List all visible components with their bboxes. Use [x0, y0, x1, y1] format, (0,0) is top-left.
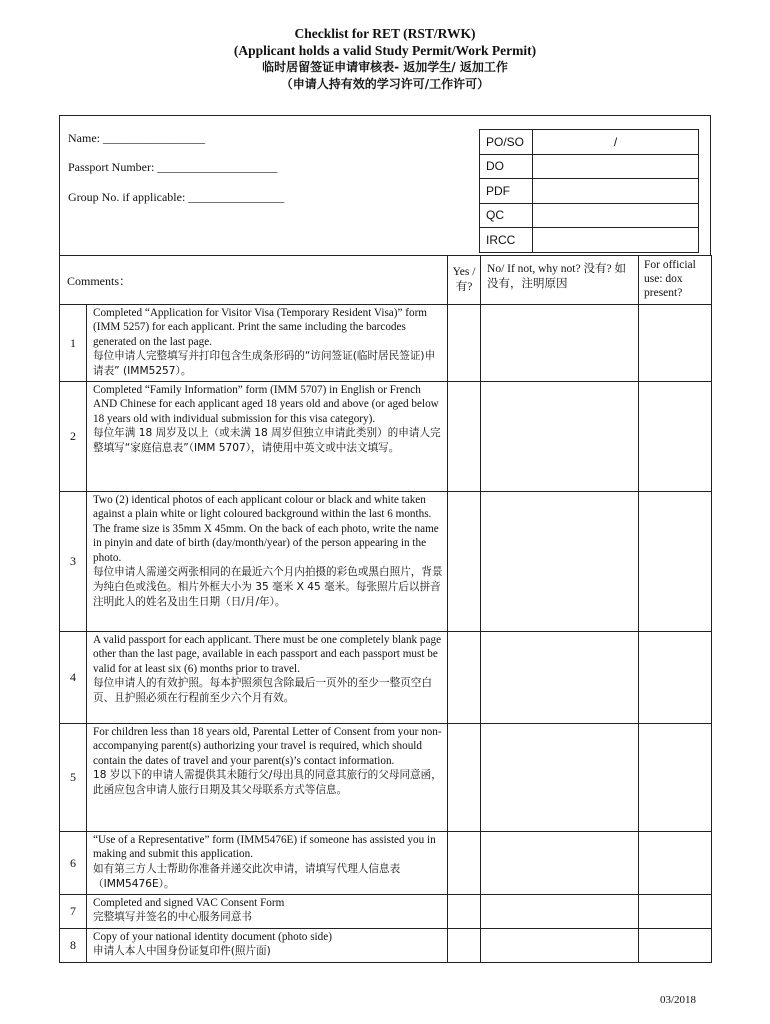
item-text-en: A valid passport for each applicant. There must be one completely blank page other than the last page, available in each passport and each passport must be valid for at least six (6) months prior to travel.: [93, 634, 442, 675]
review-row-ircc: [480, 228, 699, 253]
checklist-table: [59, 255, 712, 963]
item-description: [87, 305, 448, 382]
review-value[interactable]: [533, 154, 699, 179]
checklist-item-8: [60, 929, 712, 963]
review-value[interactable]: [533, 179, 699, 204]
item-description: [87, 832, 448, 895]
no-reason-cell[interactable]: [481, 724, 639, 832]
item-text-en: “Use of a Representative” form (IMM5476E) if someone has assisted you in making and submit this application.: [93, 834, 436, 861]
review-label: QC: [480, 203, 533, 228]
title-line-1: Checklist for RET (RST/RWK): [294, 26, 476, 41]
checklist-item-5: [60, 724, 712, 832]
item-number: 1: [60, 305, 87, 382]
item-description: [87, 895, 448, 929]
title-chinese-2: （申请人持有效的学习许可/工作许可）: [280, 76, 490, 91]
item-text-zh: 完整填写并签名的中心服务同意书: [93, 911, 252, 924]
item-text-zh: 如有第三方人士帮助你准备并递交此次申请，请填写代理人信息表（IMM5476E）。: [93, 862, 401, 890]
item-text-en: Completed and signed VAC Consent Form: [93, 897, 285, 909]
item-number: 3: [60, 492, 87, 632]
name-field[interactable]: Name: _________________: [68, 131, 205, 145]
item-number: 7: [60, 895, 87, 929]
official-use-cell[interactable]: [639, 382, 712, 492]
yes-column-header: Yes /有?: [448, 256, 481, 305]
item-number: 6: [60, 832, 87, 895]
title-chinese-1: 临时居留签证申请审核表- 返加学生/ 返加工作: [262, 60, 508, 74]
checklist-item-6: [60, 832, 712, 895]
yes-cell[interactable]: [448, 895, 481, 929]
item-text-zh: 每位申请人的有效护照。每本护照须包含除最后一页外的至少一整页空白页、且护照必须在行程前至少六个月有效。: [93, 677, 432, 705]
review-row-qc: [480, 203, 699, 228]
yes-cell[interactable]: [448, 632, 481, 724]
title-line-2: (Applicant holds a valid Study Permit/Work Permit): [233, 42, 537, 58]
item-text-zh: 每位申请人需递交两张相同的在最近六个月内拍摄的彩色或黑白照片，背景为纯白色或浅色。相片外框大小为 35 毫米 X 45 毫米。每张照片后以拼音注明此人的姓名及出生日期（日/月/年）。: [93, 566, 443, 608]
no-reason-cell[interactable]: [481, 492, 639, 632]
item-description: [87, 382, 448, 492]
yes-cell[interactable]: [448, 305, 481, 382]
item-description: [87, 929, 448, 963]
item-description: [87, 632, 448, 724]
no-reason-cell[interactable]: [481, 632, 639, 724]
item-text-zh: 18 岁以下的申请人需提供其未随行父/母出具的同意其旅行的父母同意函，此函应包含申请人旅行日期及其父母联系方式等信息。: [93, 769, 442, 797]
item-text-zh: 申请人本人中国身份证复印件(照片面): [93, 945, 271, 958]
document-header: [0, 26, 770, 92]
item-number: 2: [60, 382, 87, 492]
official-use-header: For official use: dox present?: [639, 256, 712, 305]
item-text-en: For children less than 18 years old, Parental Letter of Consent from your non-accompanying parent(s) authorizing your travel is required, which should contain the dates of travel and your parent(s)’s contact information.: [93, 726, 442, 767]
item-number: 4: [60, 632, 87, 724]
official-use-cell[interactable]: [639, 632, 712, 724]
comments-header: Comments：: [60, 256, 448, 305]
review-value[interactable]: [533, 228, 699, 253]
review-row-poso: [480, 130, 699, 155]
item-description: [87, 724, 448, 832]
item-number: 5: [60, 724, 87, 832]
official-use-cell[interactable]: [639, 929, 712, 963]
item-text-en: Copy of your national identity document (photo side): [93, 931, 332, 943]
footer-date: 03/2018: [659, 994, 696, 1006]
yes-cell[interactable]: [448, 382, 481, 492]
group-number-field[interactable]: Group No. if applicable: ________________: [68, 190, 285, 204]
checklist-item-2: [60, 382, 712, 492]
official-use-cell[interactable]: [639, 492, 712, 632]
checklist-item-4: [60, 632, 712, 724]
item-description: [87, 492, 448, 632]
official-use-cell[interactable]: [639, 305, 712, 382]
no-reason-cell[interactable]: [481, 305, 639, 382]
yes-cell[interactable]: [448, 929, 481, 963]
yes-cell[interactable]: [448, 832, 481, 895]
official-use-cell[interactable]: [639, 832, 712, 895]
item-text-zh: 每位申请人完整填写并打印包含生成条形码的“访问签证(临时居民签证)申请表” (IMM5257）。: [93, 350, 436, 378]
review-label: IRCC: [480, 228, 533, 253]
item-number: 8: [60, 929, 87, 963]
no-reason-cell[interactable]: [481, 895, 639, 929]
review-value[interactable]: [533, 203, 699, 228]
review-label: PO/SO: [480, 130, 533, 155]
item-text-en: Completed “Application for Visitor Visa (Temporary Resident Visa)” form (IMM 5257) for each applicant. Print the same including the barcodes generated on the last page.: [93, 307, 427, 348]
yes-cell[interactable]: [448, 492, 481, 632]
review-label: PDF: [480, 179, 533, 204]
item-text-en: Completed “Family Information” form (IMM 5707) in English or French AND Chinese for each applicant aged 18 years old and above (or aged below 18 years old with individual submission for this visa category).: [93, 384, 439, 425]
checklist-item-1: [60, 305, 712, 382]
no-reason-cell[interactable]: [481, 382, 639, 492]
checklist-item-3: [60, 492, 712, 632]
official-use-cell[interactable]: [639, 724, 712, 832]
no-column-header: No/ If not, why not? 没有? 如没有，注明原因: [481, 256, 639, 305]
checklist-item-7: [60, 895, 712, 929]
review-row-pdf: [480, 179, 699, 204]
no-reason-cell[interactable]: [481, 832, 639, 895]
review-label: DO: [480, 154, 533, 179]
checklist-header-row: [60, 256, 712, 305]
passport-number-field[interactable]: Passport Number: ____________________: [68, 160, 278, 174]
review-table: [479, 129, 699, 253]
yes-cell[interactable]: [448, 724, 481, 832]
official-use-cell[interactable]: [639, 895, 712, 929]
item-text-zh: 每位年满 18 周岁及以上（或未满 18 周岁但独立申请此类别）的申请人完整填写“家庭信息表”（IMM 5707），请使用中英文或中法文填写。: [93, 427, 441, 455]
no-reason-cell[interactable]: [481, 929, 639, 963]
item-text-en: Two (2) identical photos of each applicant colour or black and white taken against a plain white or light coloured background within the last 6 months. The frame size is 35mm X 45mm. On the back of each photo, write the name in pinyin and date of birth (day/month/year) of the person appearing in the photo.: [93, 494, 439, 564]
review-row-do: [480, 154, 699, 179]
applicant-info-box: [59, 115, 711, 255]
review-value[interactable]: /: [533, 130, 699, 155]
